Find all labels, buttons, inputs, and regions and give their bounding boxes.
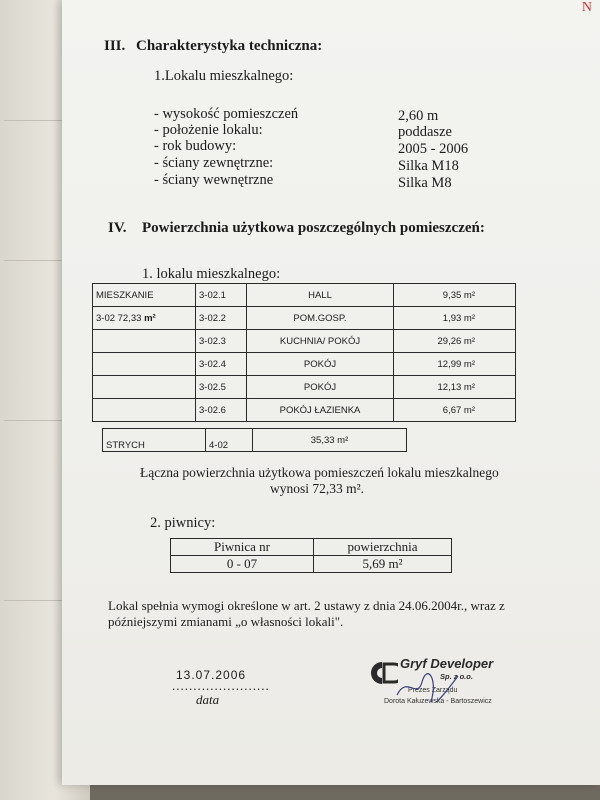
room-code-cell: 3-02.5 <box>196 376 247 399</box>
room-name-cell: POKÓJ ŁAZIENKA <box>247 399 394 422</box>
spec-label: - wysokość pomieszczeń <box>154 106 299 122</box>
table-header-cell: MIESZKANIE <box>93 284 196 307</box>
table-row <box>93 284 516 307</box>
section3-number: III. <box>104 38 126 54</box>
room-area-cell: 12,13 m² <box>394 376 516 399</box>
room-code-cell: 3-02.3 <box>196 330 247 353</box>
room-area-cell: 12,99 m² <box>394 353 516 376</box>
spec-value: 2005 - 2006 <box>398 141 469 157</box>
section3-title: Charakterystyka techniczna: <box>136 38 323 54</box>
apartment-cell <box>93 307 196 330</box>
table-row <box>93 307 516 330</box>
company-sub: Sp. z o.o. <box>440 672 473 681</box>
section3-subheading: 1.Lokalu mieszkalnego: <box>154 68 294 84</box>
room-area-cell: 6,67 m² <box>394 399 516 422</box>
table-row <box>93 376 516 399</box>
attic-name-cell: STRYCH <box>103 429 206 452</box>
room-code-cell: 3-02.6 <box>196 399 247 422</box>
room-name-cell: HALL <box>247 284 394 307</box>
total-area-line1: Łączna powierzchnia użytkowa pomieszczeń lokalu mieszkalnego <box>140 465 499 480</box>
room-code-cell: 3-02.1 <box>196 284 247 307</box>
spec-value: Silka M18 <box>398 158 459 174</box>
basement-table <box>170 538 452 573</box>
signature-icon <box>392 670 462 702</box>
basement-heading: 2. piwnicy: <box>150 515 216 531</box>
room-name-cell: KUCHNIA/ POKÓJ <box>247 330 394 353</box>
date-dots: ....................... <box>172 678 270 693</box>
room-area-cell: 1,93 m² <box>394 307 516 330</box>
table-row <box>171 556 452 573</box>
table-row <box>93 330 516 353</box>
attic-code-cell: 4-02 <box>206 429 253 452</box>
room-area-cell: 9,35 m² <box>394 284 516 307</box>
rooms-table <box>92 283 516 422</box>
room-name-cell: POKÓJ <box>247 353 394 376</box>
apartment-value: 3-02 72,33 <box>96 312 142 324</box>
spec-value: poddasze <box>398 124 452 140</box>
section4-number: IV. <box>108 220 127 236</box>
date-label: data <box>196 692 220 707</box>
date-stamp: 13.07.2006 <box>176 668 247 682</box>
spec-label: - ściany zewnętrzne: <box>154 155 274 171</box>
president-title: Prezes Zarządu <box>408 687 458 694</box>
basement-area-cell: 5,69 m² <box>314 556 452 573</box>
corner-handwritten-mark: N <box>581 0 592 15</box>
spec-label: - położenie lokalu: <box>154 122 263 138</box>
apartment-unit: m² <box>144 312 156 324</box>
room-code-cell: 3-02.4 <box>196 353 247 376</box>
attic-area-cell: 35,33 m² <box>253 429 407 452</box>
empty-cell <box>93 376 196 399</box>
table-row <box>171 539 452 556</box>
company-name: Gryf Developer <box>400 656 494 671</box>
spec-label: - ściany wewnętrzne <box>154 172 274 188</box>
basement-nr-cell: 0 - 07 <box>171 556 314 573</box>
section4-subheading: 1. lokalu mieszkalnego: <box>142 266 281 282</box>
room-area-cell: 29,26 m² <box>394 330 516 353</box>
table-row <box>103 429 407 452</box>
document-page <box>62 0 600 785</box>
section4-title: Powierzchnia użytkowa poszczególnych pomieszczeń: <box>142 220 485 236</box>
empty-cell <box>93 330 196 353</box>
room-code-cell: 3-02.2 <box>196 307 247 330</box>
total-area-line2: wynosi 72,33 m². <box>270 481 365 496</box>
table-row <box>93 399 516 422</box>
empty-cell <box>93 353 196 376</box>
spec-value: 2,60 m <box>398 108 439 124</box>
legal-note-line2: późniejszymi zmianami „o własności lokali". <box>108 614 344 629</box>
basement-header-area: powierzchnia <box>314 539 452 556</box>
table-row <box>93 353 516 376</box>
legal-note-line1: Lokal spełnia wymogi określone w art. 2 ustawy z dnia 24.06.2004r., wraz z <box>108 598 505 613</box>
empty-cell <box>93 399 196 422</box>
room-name-cell: POKÓJ <box>247 376 394 399</box>
spec-value: Silka M8 <box>398 175 452 191</box>
spec-label: - rok budowy: <box>154 138 237 154</box>
signatory-name: Dorota Kałuzewska - Bartoszewicz <box>384 698 492 705</box>
attic-table <box>102 428 407 452</box>
basement-header-nr: Piwnica nr <box>171 539 314 556</box>
room-name-cell: POM.GOSP. <box>247 307 394 330</box>
